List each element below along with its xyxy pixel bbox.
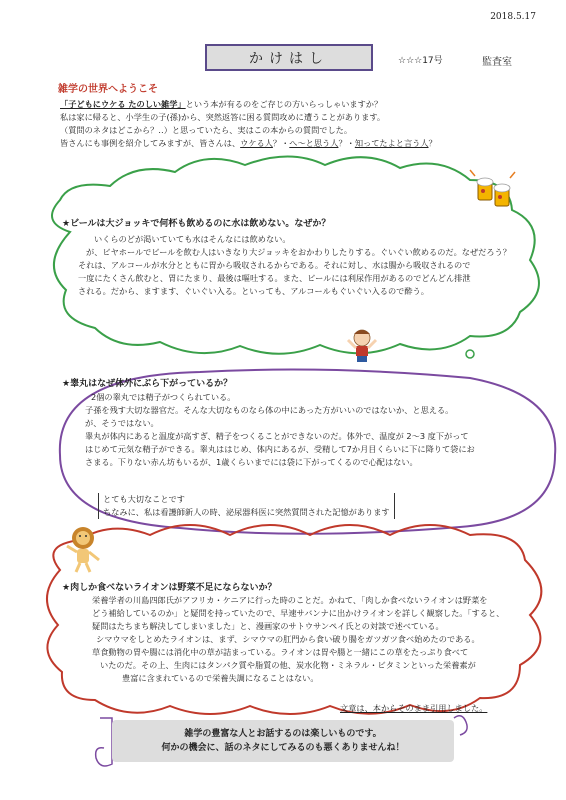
book-title: 「子どもにウケる たのしい雑学」 [60,99,186,109]
section-heading-beer: ★ビールは大ジョッキで何杯も飲めるのに水は飲めない。なぜか？ [62,219,331,229]
cloud-bubble [466,350,474,358]
intro-heading: 雑学の世界へようこそ [58,84,158,95]
issue-date: 2018.5.17 [490,12,536,22]
intro-text: 「子どもにウケる たのしい雑学」という本が有るのをご存じの方いらっしゃいますか？ 私は家に帰ると、小学生の子(孫)から、突然返答に困る質問攻めに遭うことがあります。 （質問のネタはどこから？‥）と思っていたら、実はこの本からの質問でした。 皆さんにも事例を紹介してみますが、皆さんは、ウケる人？・へ～と思う人？・知ってたよと言う人？ [60,99,437,148]
section-body-beer: いくらのどが渇いていても水はそんなには飲めない。 が、ビヤホールでビールを飲む人はいきなり大ジョッキをおかわりしたりする。ぐいぐい飲めるのだ。なぜだろう？ それは、アルコールが水分とともに胃から吸収されるからである。それに対し、水は腸から吸収されるので 一度にたくさん飲むと、胃にたまり、最後は嘔吐する。また、ビールには利尿作用があるのでどんどん排泄 される。だから、ますます、ぐいぐい入る。といっても、アルコールもぐいぐい入るので酔う。 [78,234,511,296]
section-body-testes: 2個の睾丸では精子がつくられている。 子孫を残す大切な器官だ。そんな大切なものなら体の中にあった方がいいのではないか、と思える。 が、そうではない。 睾丸が体内にあると温度が高すぎ、精子をつくることができないのだ。体外で、温度が 2～3 度下がって はじめて元気な精子ができる。睾丸ははじめ、体内にあるが、受精して7か月目くらいに下に降りて袋にお さまる。下りない赤ん坊もいるが、1歳くらいまでには袋に下がってくるので心配はない。 [85,392,475,467]
section-heading-testes: ★睾丸はなぜ体外にぶら下がっているか？ [62,379,233,389]
closing-message: 雑学の豊富な人とお話するのは楽しいものです。 何かの機会に、話のネタにしてみるのも悪くありませんね！ [112,720,454,762]
citation-note: 文章は、本からそのまま引用しました。 [340,703,488,713]
beer-mugs-illustration [470,170,515,206]
section-heading-lion: ★肉しか食べないライオンは野菜不足にならないか？ [62,583,277,593]
department-name: 監査室 [482,57,512,68]
personal-note: とても大切なことです ちなみに、私は看護師新人の時、泌尿器科医に突然質問された記憶があります [98,493,395,519]
child-illustration [348,330,376,362]
section-body-lion: 栄養学者の川島四郎氏がアフリカ・ケニアに行った時のことだ。かねて、「肉しか食べないライオンは野菜を どう補給しているのか」と疑問を持っていたので、早速サバンナに出かけライオンを詳しく観察した。「すると、 疑問はたちまち解決してしまいました」と、漫画家のサトウサンペイ氏との対談で述べている。 シマウマをしとめたライオンは、まず、シマウマの肛門から食い破り腸をガツガツ食べ始めたのである。 草食動物の胃や腸には消化中の草が詰まっている。ライオンは胃や腸と一緒にこの草をたっぷり食べて いたのだ。その上、生肉にはタンパク質や脂質の他、炭水化物・ミネラル・ビタミンといった栄養素が 豊富に含まれているので栄養失調になることはない。 [92,595,505,683]
scroll-decoration [96,718,112,766]
issue-number: ☆☆☆17号 [398,56,443,66]
newsletter-title: かけはし [205,44,373,71]
